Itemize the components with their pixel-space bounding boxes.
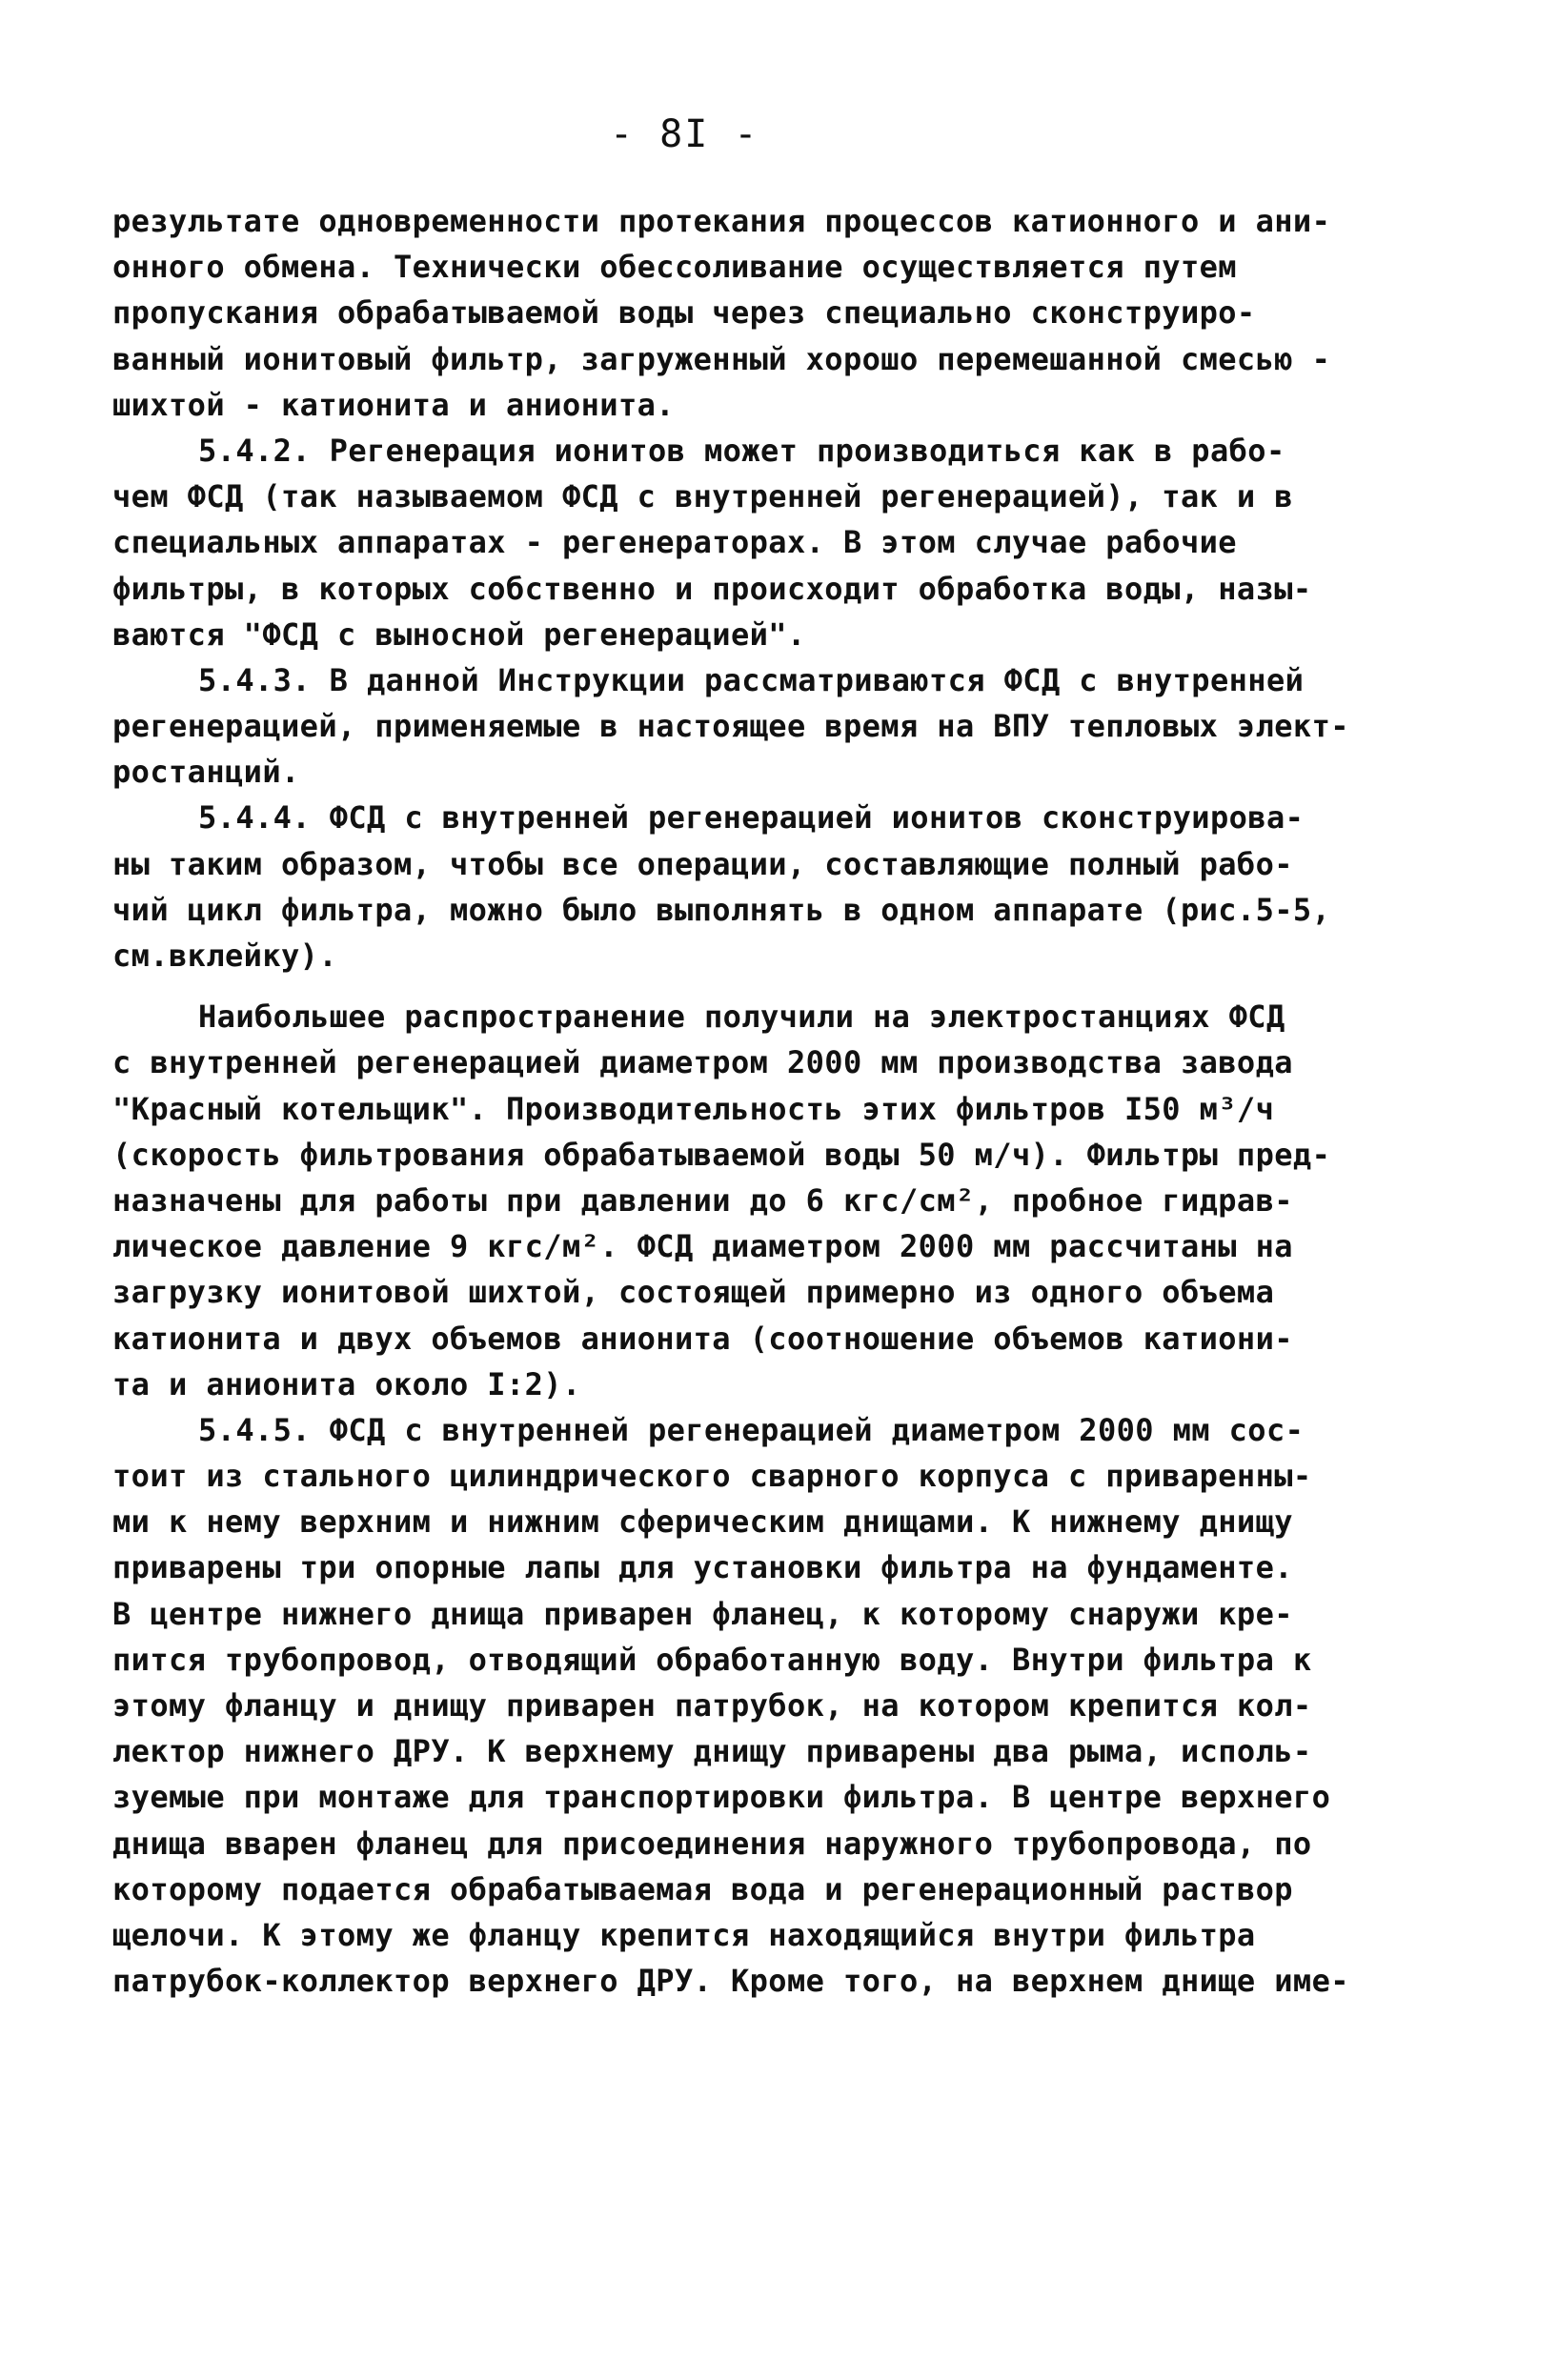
text-line: 5.4.4. ФСД с внутренней регенерацией ионитов сконструирова- [198, 799, 1305, 837]
text-line: лическое давление 9 кгс/м². ФСД диаметром 2000 мм рассчитаны на [112, 1228, 1293, 1265]
text-line: щелочи. К этому же фланцу крепится находящийся внутри фильтра [112, 1916, 1256, 1953]
text-line: "Красный котельщик". Производительность этих фильтров I50 м³/ч [112, 1090, 1275, 1127]
text-line: тоит из стального цилиндрического сварного корпуса с приваренны- [112, 1458, 1312, 1495]
text-line: пится трубопровод, отводящий обработанную воду. Внутри фильтра к [112, 1641, 1312, 1678]
text-line: пропускания обрабатываемой воды через специально сконструиро- [112, 294, 1256, 332]
text-line: В центре нижнего днища приварен фланец, к которому снаружи кре- [112, 1595, 1293, 1632]
text-line: зуемые при монтаже для транспортировки фильтра. В центре верхнего [112, 1779, 1331, 1816]
text-line: ростанций. [112, 754, 300, 791]
text-line: ми к нему верхним и нижним сферическим днищами. К нижнему днищу [112, 1503, 1293, 1541]
text-line: регенерацией, применяемые в настоящее время на ВПУ тепловых элект- [112, 708, 1349, 745]
paragraph-gap [112, 978, 1294, 994]
text-line: фильтры, в которых собственно и происходит обработка воды, назы- [112, 570, 1312, 607]
text-line: этому фланцу и днищу приварен патрубок, на котором крепится кол- [112, 1687, 1312, 1724]
text-line: онного обмена. Технически обессоливание осуществляется путем [112, 249, 1237, 286]
text-line: загрузку ионитовой шихтой, состоящей примерно из одного объема [112, 1274, 1275, 1311]
text-line: чий цикл фильтра, можно было выполнять в одном аппарате (рис.5-5, [112, 891, 1331, 928]
text-line: результате одновременности протекания процессов катионного и ани- [112, 203, 1331, 239]
text-line: катионита и двух объемов анионита (соотношение объемов катиони- [112, 1320, 1293, 1357]
text-line: 5.4.5. ФСД с внутренней регенерацией диаметром 2000 мм сос- [198, 1411, 1305, 1448]
text-line: ны таким образом, чтобы все операции, составляющие полный рабо- [112, 845, 1293, 882]
text-line: (скорость фильтрования обрабатываемой воды 50 м/ч). Фильтры пред- [112, 1136, 1331, 1173]
text-line: чем ФСД (так называемом ФСД с внутренней регенерацией), так и в [112, 478, 1293, 515]
page-number: - 8I - [610, 112, 759, 156]
text-line: патрубок-коллектор верхнего ДРУ. Кроме того, на верхнем днище име- [112, 1963, 1349, 2000]
text-line: специальных аппаратах - регенераторах. В этом случае рабочие [112, 524, 1237, 561]
text-line: которому подается обрабатываемая вода и регенерационный раствор [112, 1870, 1293, 1907]
text-line: Наибольшее распространение получили на электростанциях ФСД [198, 998, 1285, 1036]
text-line: с внутренней регенерацией диаметром 2000 мм производства завода [112, 1044, 1293, 1081]
text-line: лектор нижнего ДРУ. К верхнему днищу приварены два рыма, исполь- [112, 1733, 1312, 1770]
text-line: 5.4.2. Регенерация ионитов может производиться как в рабо- [198, 432, 1285, 469]
text-line: назначены для работы при давлении до 6 кгс/см², пробное гидрав- [112, 1181, 1293, 1219]
text-line: та и анионита около I:2). [112, 1365, 581, 1402]
text-line: 5.4.3. В данной Инструкции рассматриваются ФСД с внутренней [198, 661, 1305, 698]
text-line: днища вварен фланец для присоединения наружного трубопровода, по [112, 1825, 1312, 1862]
text-line: см.вклейку). [112, 938, 337, 974]
text-line: ванный ионитовый фильтр, загруженный хорошо перемешанной смесью - [112, 340, 1331, 377]
text-line: ваются "ФСД с выносной регенерацией". [112, 615, 806, 653]
body-text [112, 198, 1349, 2004]
text-line: приварены три опорные лапы для установки фильтра на фундаменте. [112, 1549, 1293, 1586]
text-line: шихтой - катионита и анионита. [112, 386, 675, 423]
